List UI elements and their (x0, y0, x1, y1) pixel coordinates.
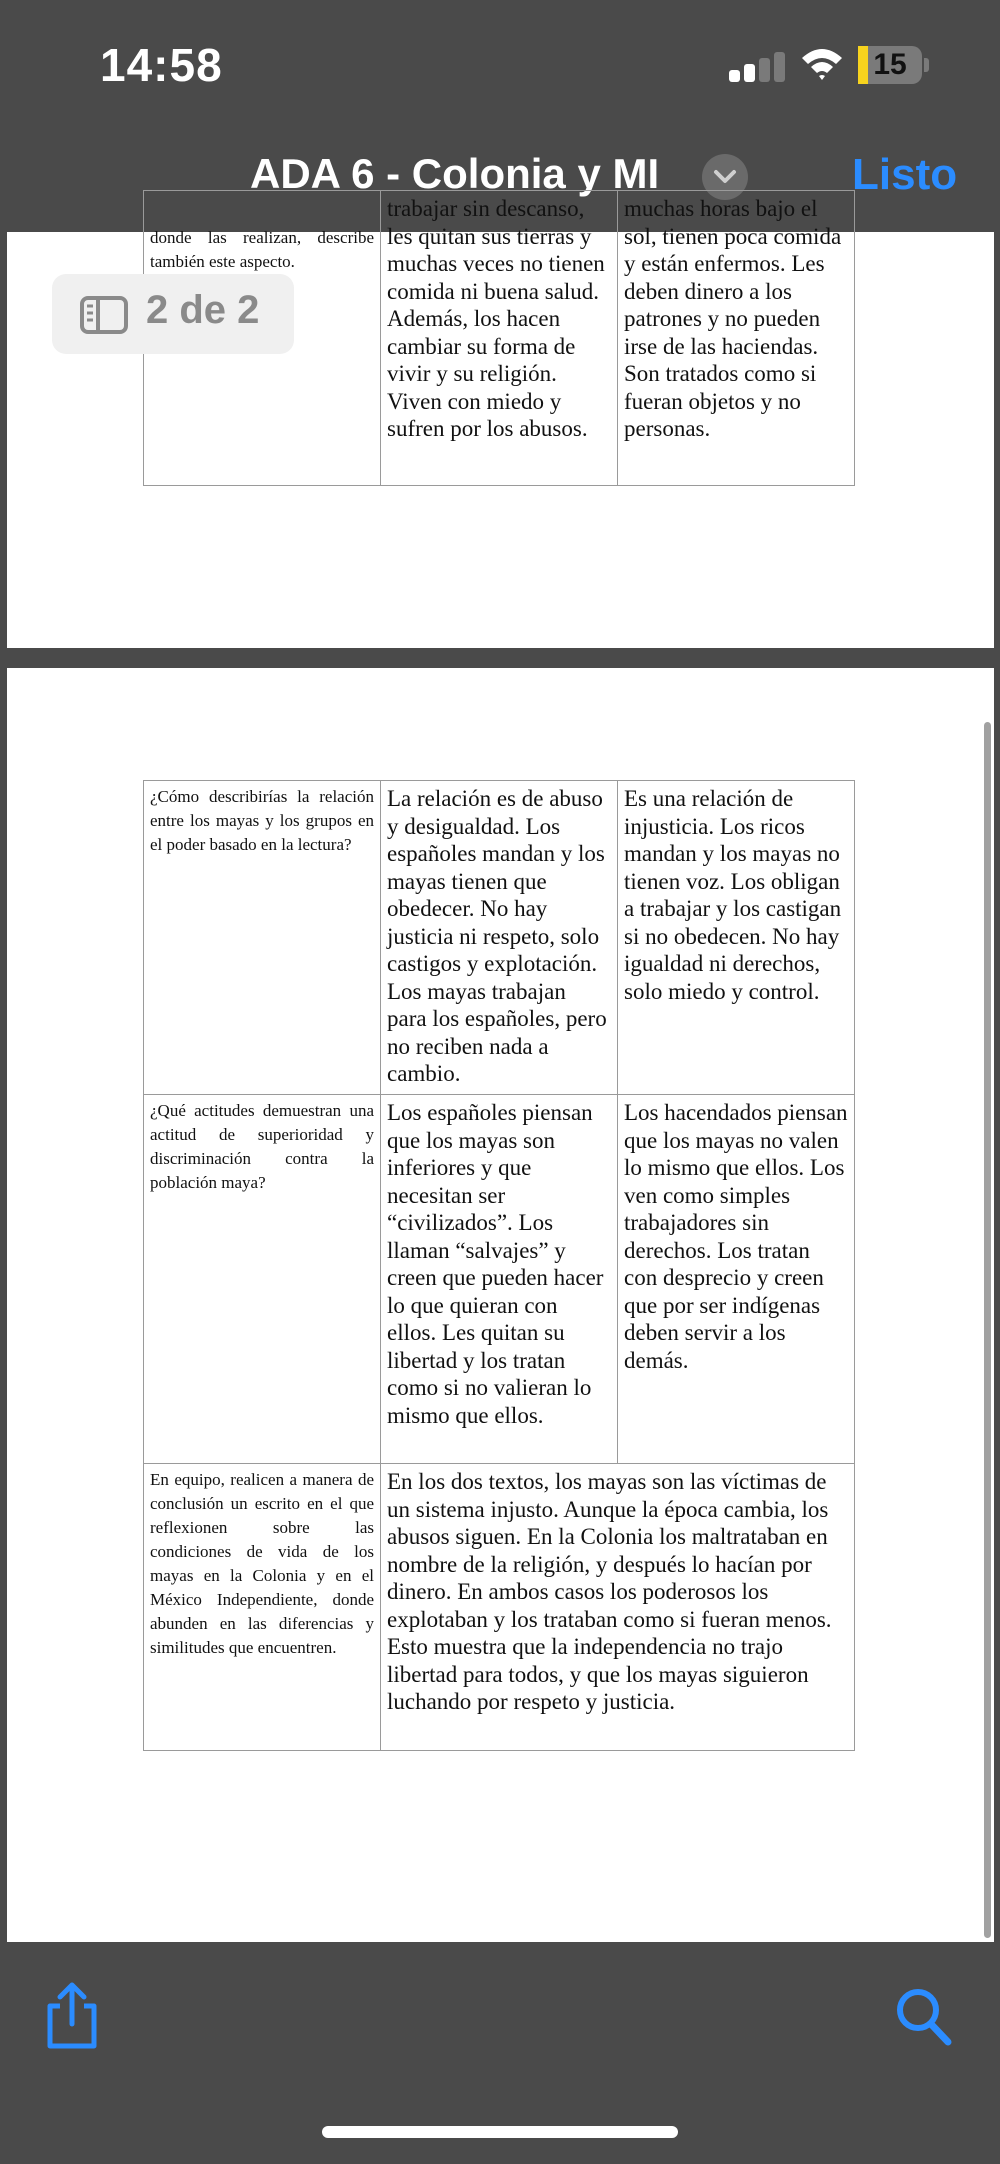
share-icon[interactable] (42, 1980, 102, 2050)
question-cell: En equipo, realicen a manera de conclusión un escrito en el que reflexionen sobre las condiciones de vida de los mayas en la Colonia y en el México Independiente, donde abunden en las diferencias y similitudes que encuentren. (144, 1464, 381, 1751)
signal-bar (774, 52, 785, 82)
answer-cell: Los hacendados piensan que los mayas no valen lo mismo que ellos. Los ven como simples trabajadores sin derechos. Los tratan con desprecio y creen que por ser indígenas deben servir a los demás. (618, 1095, 855, 1464)
battery-shell (858, 46, 922, 84)
search-icon[interactable] (894, 1986, 954, 2050)
table-page-2 (143, 780, 855, 1751)
answer-cell: trabajar sin descanso, les quitan sus tierras y muchas veces no tienen comida ni buena salud. Además, los hacen cambiar su forma de vivir y su religión. Viven con miedo y sufren por los abusos. (381, 191, 618, 486)
status-time: 14:58 (100, 39, 223, 91)
signal-bar (729, 70, 740, 82)
page-indicator[interactable] (52, 274, 294, 354)
table-row (144, 1464, 855, 1751)
battery-icon (858, 46, 930, 86)
answer-cell: Es una relación de injusticia. Los ricos mandan y los mayas no tienen voz. Los obligan a trabajar y los castigan si no obedecen. No hay igualdad ni derechos, solo miedo y control. (618, 781, 855, 1095)
home-indicator[interactable] (322, 2126, 678, 2138)
answer-cell: muchas horas bajo el sol, tienen poca comida y están enfermos. Les deben dinero a los patrones y no pueden irse de las haciendas. Son tratados como si fueran objetos y no personas. (618, 191, 855, 486)
question-text: donde las realizan, describe también este aspecto. (150, 228, 374, 271)
document-page-2 (7, 668, 994, 1942)
wifi-icon (800, 46, 844, 82)
document-title[interactable]: ADA 6 - Colonia y MI (250, 150, 660, 197)
scrollbar[interactable] (984, 722, 991, 1938)
sidebar-icon (80, 296, 128, 334)
answer-cell: Los españoles piensan que los mayas son inferiores y que necesitan ser “civilizados”. Los llaman “salvajes” y creen que pueden hacer lo que quieran con ellos. Les quitan su libertad y los tratan como si no valieran lo mismo que ellos. (381, 1095, 618, 1464)
battery-nub (924, 58, 929, 72)
cellular-signal-icon (729, 50, 785, 82)
battery-percent: 15 (873, 48, 907, 81)
table-row (144, 1095, 855, 1464)
page-indicator-label: 2 de 2 (146, 288, 260, 332)
question-cell: ¿Qué actitudes demuestran una actitud de superioridad y discriminación contra la población maya? (144, 1095, 381, 1464)
signal-bar (759, 58, 770, 82)
done-button[interactable]: Listo (852, 150, 958, 199)
question-cell: ¿Cómo describirías la relación entre los mayas y los grupos en el poder basado en la lectura? (144, 781, 381, 1095)
signal-bar (744, 64, 755, 82)
chevron-down-icon (713, 168, 737, 186)
table-row (144, 781, 855, 1095)
conclusion-cell: En los dos textos, los mayas son las víctimas de un sistema injusto. Aunque la época cambia, los abusos siguen. En la Colonia los maltrataban en nombre de la religión, y después lo hacían por dinero. En ambos casos los poderosos los explotaban y los trataban como si fueran menos. Esto muestra que la independencia no trajo libertad para todos, y que los mayas siguieron luchando por respeto y justicia. (381, 1464, 855, 1751)
answer-cell: La relación es de abuso y desigualdad. Los españoles mandan y los mayas tienen que obedecer. No hay justicia ni respeto, solo castigos y explotación. Los mayas trabajan para los españoles, pero no reciben nada a cambio. (381, 781, 618, 1095)
